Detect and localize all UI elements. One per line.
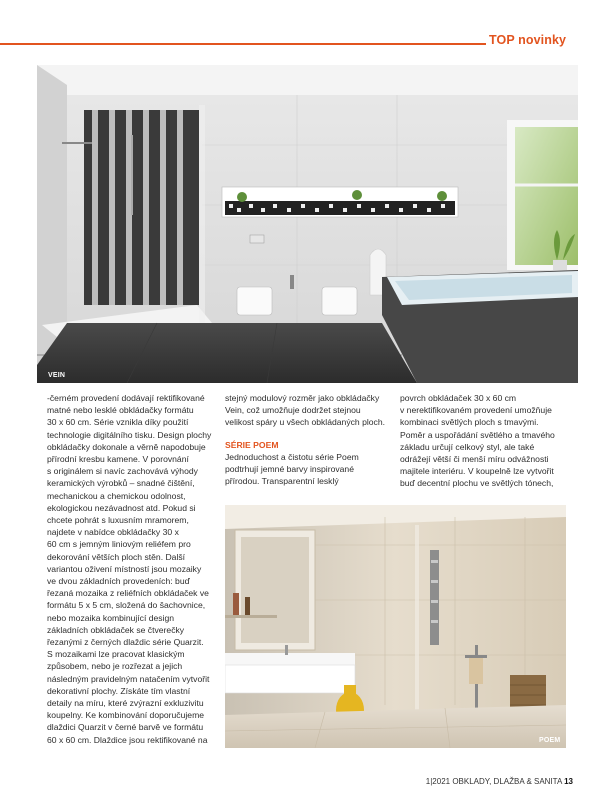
- photo-caption: POEM: [539, 737, 561, 744]
- paragraph-line: detaily na míru, které zvýrazní exkluzivitu: [47, 698, 204, 709]
- text-column-3: [400, 392, 555, 490]
- paragraph-line: technologie digitálního tisku. Design plochy: [47, 429, 212, 440]
- paragraph-line: obkládačky dokonale a věrně napodobuje: [47, 441, 206, 452]
- text-column-2: [225, 392, 385, 487]
- page-footer: [426, 777, 573, 786]
- paragraph-line: kombinaci světlých ploch s tmavými.: [400, 417, 539, 428]
- paragraph-line: dekorativní plochy. Získáte tím vlastní: [47, 685, 191, 696]
- paragraph-line: základních obkládaček se čtverečky: [47, 624, 185, 635]
- section-label: TOP novinky: [489, 33, 567, 47]
- paragraph-line: najdete v nabídce obkládačky 30 x: [47, 527, 179, 538]
- paragraph-line: způsobem, nebo je rozřezat a jejich: [47, 661, 183, 672]
- paragraph-line: Vein, což umožňuje dodržet stejnou: [225, 405, 361, 416]
- paragraph-line: podtrhují jemné barvy inspirované: [225, 464, 354, 475]
- paragraph-line: řezaná mozaika z reliéfních obkládaček ve: [47, 588, 209, 599]
- text-column-1: [47, 392, 211, 746]
- paragraph-line: 60 cm s jemným liniovým reliéfem pro: [47, 539, 191, 550]
- photo-caption: VEIN: [48, 372, 66, 379]
- paragraph-line: dlaždici Quarzit v černé barvě ve formátu: [47, 722, 204, 733]
- paragraph-line: chcete pohrát s luxusním mramorem,: [47, 515, 189, 526]
- paragraph-line: řezanými z černých dlaždic série Quarzit.: [47, 637, 204, 648]
- paragraph-line: buď decentní plochu ve světlých tónech,: [400, 478, 554, 489]
- paragraph-line: Jednoduchost a čistotu série Poem: [225, 451, 359, 462]
- paragraph-line: následným pravidelným natačením vytvořit: [47, 673, 210, 684]
- paragraph-line: přírodou. Transparentní lesklý: [225, 476, 339, 487]
- paragraph-line: povrch obkládaček 30 x 60 cm: [400, 393, 517, 403]
- paragraph-line: koupelny. Ke kombinování doporučujeme: [47, 710, 205, 721]
- paragraph-line: 30 x 60 cm. Série vznikla díky použití: [47, 417, 189, 428]
- page-number: 13: [564, 777, 573, 786]
- paragraph-line: matné nebo lesklé obkládačky formátu: [47, 405, 194, 416]
- paragraph-line: majitele interiéru. V koupelně lze vytvořit: [400, 466, 554, 477]
- paragraph-line: 60 x 60 cm. Dlaždice jsou rektifikované na: [47, 734, 208, 745]
- paragraph-line: mechanickou a chemickou odolnost,: [47, 490, 186, 501]
- paragraph-line: v nerektifikovaném provedení umožňuje: [400, 405, 552, 416]
- paragraph-line: velikost spáry u všech obkládaných ploch.: [225, 417, 386, 428]
- paragraph-line: S mozaikami lze pracovat klasickým: [47, 649, 185, 660]
- issue-label: 1|2021 OBKLADY, DLAŽBA & SANITA: [425, 777, 562, 786]
- paragraph-line: variantou oživení místností jsou mozaiky: [47, 563, 202, 574]
- header-rule: [0, 43, 486, 45]
- paragraph-line: Poměr a uspořádání světlého a tmavého: [400, 429, 555, 440]
- paragraph-line: -černém provedení dodávají rektifikované: [47, 393, 205, 403]
- paragraph-line: ve dvou základních provedeních: buď: [47, 576, 190, 587]
- paragraph-line: ekologickou nezávadnost atd. Pokud si: [47, 502, 196, 513]
- paragraph-line: dekorování větších ploch stěn. Další: [47, 551, 186, 562]
- paragraph-line: keramických výrobků – snadné čištění,: [47, 478, 195, 489]
- paragraph-line: stejný modulový rozměr jako obkládačky: [225, 393, 380, 403]
- paragraph-line: nebo mozaika kombinující design: [47, 612, 175, 623]
- paragraph-line: přírodní kresbu kamene. V porovnání: [47, 454, 189, 465]
- paragraph-line: odrážejí větší či menší míru odvážnosti: [400, 454, 549, 465]
- bathroom-photo-vein: [37, 65, 578, 383]
- bathroom-photo-poem: [225, 505, 566, 748]
- paragraph-line: s originálem si navíc zachovává výhody: [47, 466, 198, 477]
- section-heading-poem: SÉRIE POEM: [225, 439, 279, 450]
- paragraph-line: formátu 5 x 5 cm, složená do šachovnice,: [47, 600, 206, 611]
- paragraph-line: základu určují celkový styl, ale také: [400, 441, 535, 452]
